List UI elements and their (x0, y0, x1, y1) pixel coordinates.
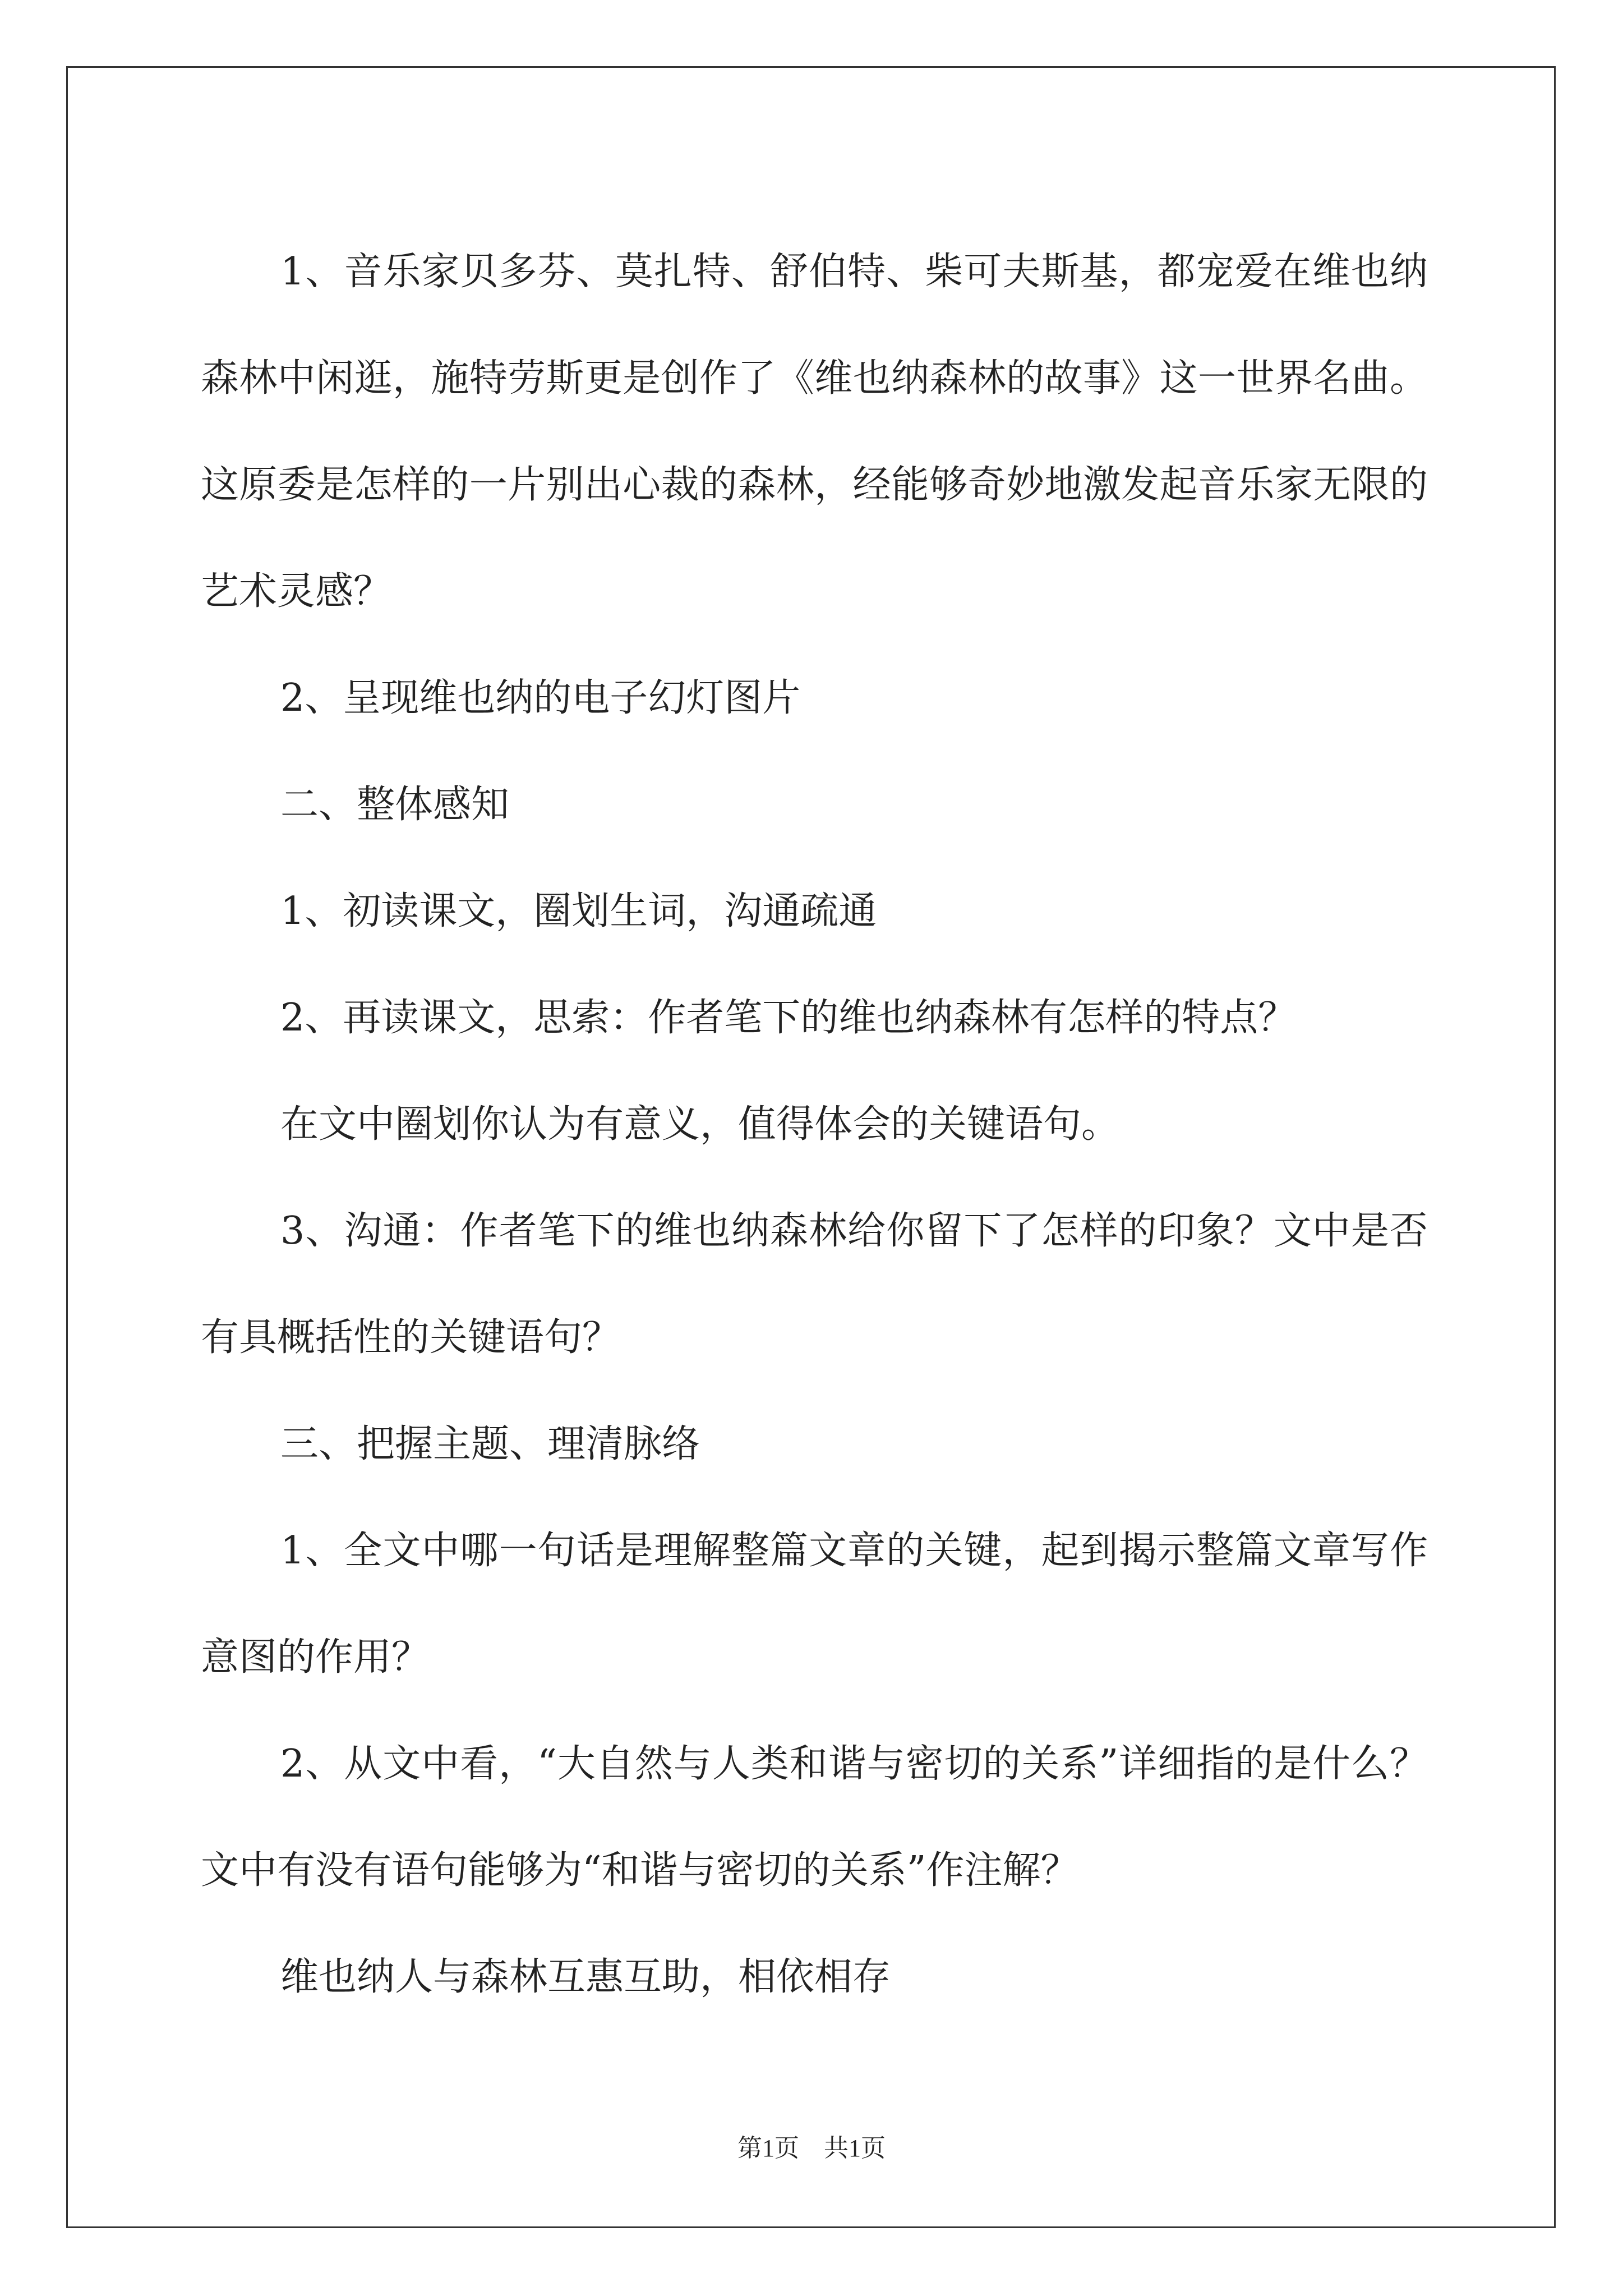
paragraph-communicate: 3、沟通：作者笔下的维也纳森林给你留下了怎样的印象？文中是否有具概括性的关键语句？ (201, 1209, 1428, 1360)
paragraph-relationship: 2、从文中看，“大自然与人类和谐与密切的关系”详细指的是什么？文中有没有语句能够为“和谐与密切的关系”作注解？ (201, 1742, 1428, 1893)
paragraph-intro: 1、音乐家贝多芬、莫扎特、舒伯特、柴可夫斯基，都宠爱在维也纳森林中闲逛，施特劳斯更是创作了《维也纳森林的故事》这一世界名曲。这原委是怎样的一片别出心裁的森林，经能够奇妙地激发起音乐家无限的艺术灵感？ (201, 250, 1428, 614)
paragraph-key-sentence: 1、全文中哪一句话是理解整篇文章的关键，起到揭示整篇文章写作意图的作用？ (201, 1529, 1428, 1680)
paragraph-mark-sentences: 在文中圈划你认为有意义，值得体会的关键语句。 (280, 1102, 1120, 1147)
page-footer: 第1页 共1页 (737, 2134, 886, 2162)
document-body (201, 219, 1428, 2031)
paragraph-second-read: 2、再读课文，思索：作者笔下的维也纳森林有怎样的特点？ (280, 996, 1297, 1040)
paragraph-mutual-benefit: 维也纳人与森林互惠互助，相依相存 (280, 1955, 891, 1999)
section-heading-theme: 三、把握主题、理清脉络 (280, 1422, 700, 1466)
paragraph-first-read: 1、初读课文，圈划生词，沟通疏通 (280, 889, 877, 933)
paragraph-slides: 2、呈现维也纳的电子幻灯图片 (280, 676, 801, 720)
section-heading-overall: 二、整体感知 (280, 783, 510, 827)
